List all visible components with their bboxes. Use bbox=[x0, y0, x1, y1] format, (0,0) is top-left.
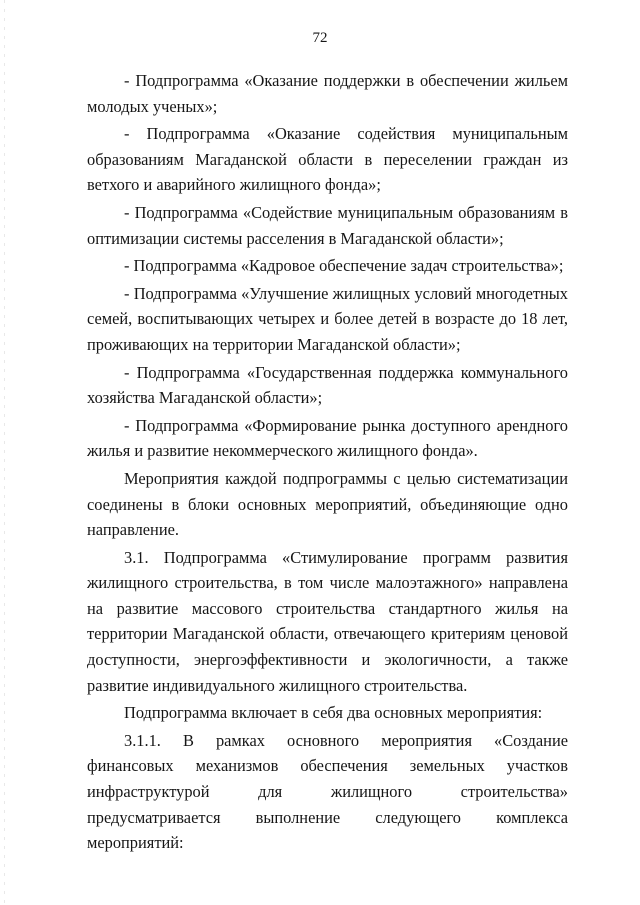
paragraph-subprogram-resettlement: - Подпрограмма «Оказание содействия муниципальным образованиям Магаданской области в переселении граждан из ветхого и аварийного жилищного фонда»; bbox=[87, 124, 568, 195]
paragraph-subprogram-rental-housing: - Подпрограмма «Формирование рынка доступного арендного жилья и развитие некоммерческого жилищного фонда». bbox=[87, 415, 568, 461]
scan-edge-artifact bbox=[4, 0, 5, 905]
paragraph-subprogram-utilities: - Подпрограмма «Государственная поддержка коммунального хозяйства Магаданской области»; bbox=[87, 362, 568, 408]
paragraph-subprogram-settlement-optimization: - Подпрограмма «Содействие муниципальным образованиям в оптимизации системы расселения в Магаданской области»; bbox=[87, 202, 568, 248]
paragraph-subprogram-staffing: - Подпрограмма «Кадровое обеспечение задач строительства»; bbox=[124, 256, 564, 276]
paragraph-two-main-activities: Подпрограмма включает в себя два основных мероприятия: bbox=[124, 703, 543, 723]
paragraph-section-3-1: 3.1. Подпрограмма «Стимулирование программ развития жилищного строительства, в том числе малоэтажного» направлена на развитие массового строительства стандартного жилья на территории Магаданской области, отвечающего критериям ценовой доступности, энергоэффективности и экологичности, а также развитие индивидуального жилищного строительства. bbox=[87, 547, 568, 695]
page-number: 72 bbox=[312, 30, 328, 46]
paragraph-subprogram-young-scientists: - Подпрограмма «Оказание поддержки в обеспечении жильем молодых ученых»; bbox=[87, 71, 568, 116]
document-body bbox=[87, 64, 568, 856]
paragraph-section-3-1-1: 3.1.1. В рамках основного мероприятия «Создание финансовых механизмов обеспечения земельных участков инфраструктурой для жилищного строительства» предусматривается выполнение следующего комплекса мероприятий: bbox=[87, 730, 568, 853]
paragraph-subprogram-large-families: - Подпрограмма «Улучшение жилищных условий многодетных семей, воспитывающих четырех и более детей в возрасте до 18 лет, проживающих на территории Магаданской области»; bbox=[87, 283, 568, 354]
paragraph-activities-grouping: Мероприятия каждой подпрограммы с целью систематизации соединены в блоки основных мероприятий, объединяющие одно направление. bbox=[87, 468, 568, 540]
